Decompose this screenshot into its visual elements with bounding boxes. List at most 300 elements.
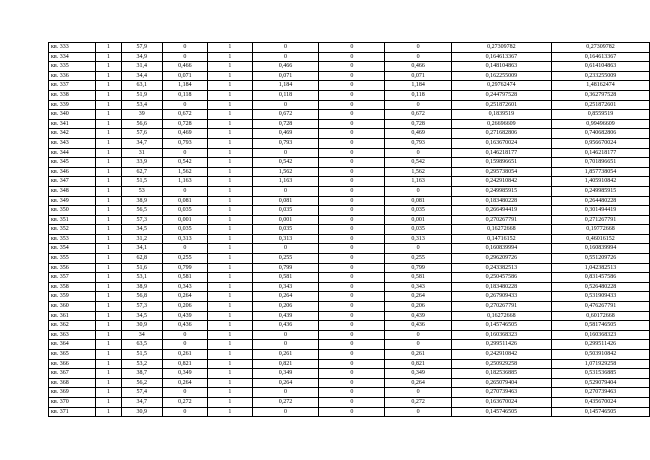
- table-cell: 0,701896651: [551, 158, 649, 168]
- table-cell: 0,349: [162, 369, 207, 379]
- table-row: [49, 138, 650, 148]
- apartment-cell: кв. 369: [49, 388, 96, 398]
- table-cell: 1: [207, 225, 252, 235]
- table-cell: 0,162255009: [451, 71, 551, 81]
- table-cell: 0: [162, 340, 207, 350]
- table-cell: 1: [207, 43, 252, 53]
- apartment-cell: кв. 345: [49, 158, 96, 168]
- table-cell: 1,48162474: [551, 81, 649, 91]
- table-cell: 30,9: [121, 321, 162, 331]
- table-cell: 0: [162, 244, 207, 254]
- table-cell: 53: [121, 186, 162, 196]
- apartment-cell: кв. 365: [49, 350, 96, 360]
- table-row: [49, 206, 650, 216]
- table-cell: 0,270267791: [451, 302, 551, 312]
- table-cell: 34: [121, 330, 162, 340]
- table-cell: 0: [319, 273, 385, 283]
- table-cell: 0,821: [385, 359, 451, 369]
- table-cell: 0: [319, 129, 385, 139]
- apartment-cell: кв. 355: [49, 254, 96, 264]
- table-cell: 0,551209726: [551, 254, 649, 264]
- table-cell: 1: [207, 158, 252, 168]
- table-cell: 0,233255009: [551, 71, 649, 81]
- table-row: [49, 254, 650, 264]
- table-cell: 0: [385, 388, 451, 398]
- table-cell: 0,163670024: [451, 397, 551, 407]
- table-row: [49, 397, 650, 407]
- table-cell: 0,267909433: [451, 292, 551, 302]
- table-cell: 34,4: [121, 71, 162, 81]
- table-cell: 1,562: [252, 167, 318, 177]
- table-cell: 0,146218177: [551, 148, 649, 158]
- table-cell: 0,301494419: [551, 206, 649, 216]
- table-cell: 0,831457586: [551, 273, 649, 283]
- apartment-cell: кв. 353: [49, 234, 96, 244]
- table-cell: 0,265079404: [451, 378, 551, 388]
- table-cell: 1,042382513: [551, 263, 649, 273]
- table-cell: 0,542: [162, 158, 207, 168]
- table-cell: 1: [207, 369, 252, 379]
- table-cell: 0: [252, 407, 318, 417]
- table-cell: 0: [252, 330, 318, 340]
- table-row: [49, 244, 650, 254]
- table-row: [49, 100, 650, 110]
- table-cell: 0,164613367: [551, 52, 649, 62]
- table-cell: 0,436: [162, 321, 207, 331]
- table-cell: 0: [319, 62, 385, 72]
- table-cell: 0: [319, 225, 385, 235]
- table-cell: 30,9: [121, 407, 162, 417]
- table-cell: 62,7: [121, 167, 162, 177]
- table-cell: 0: [319, 254, 385, 264]
- table-cell: 0,261: [385, 350, 451, 360]
- table-cell: 0,436: [385, 321, 451, 331]
- table-row: [49, 340, 650, 350]
- table-cell: 1: [96, 273, 121, 283]
- table-cell: 1,163: [385, 177, 451, 187]
- table-cell: 0,349: [385, 369, 451, 379]
- table-cell: 0: [319, 340, 385, 350]
- table-cell: 0,261: [252, 350, 318, 360]
- table-row: [49, 378, 650, 388]
- apartment-cell: кв. 370: [49, 397, 96, 407]
- table-cell: 0: [252, 186, 318, 196]
- table-cell: 0,183480228: [451, 282, 551, 292]
- apartment-cell: кв. 360: [49, 302, 96, 312]
- table-cell: 1: [96, 359, 121, 369]
- table-cell: 0,035: [162, 206, 207, 216]
- table-cell: 1: [96, 158, 121, 168]
- table-cell: 31: [121, 148, 162, 158]
- table-cell: 0: [252, 388, 318, 398]
- table-cell: 1: [207, 350, 252, 360]
- table-cell: 0: [319, 263, 385, 273]
- table-cell: 0,251872601: [551, 100, 649, 110]
- table-cell: 1: [207, 292, 252, 302]
- table-cell: 0,469: [385, 129, 451, 139]
- table-row: [49, 407, 650, 417]
- table-cell: 1: [96, 90, 121, 100]
- table-cell: 0,242910842: [451, 350, 551, 360]
- table-cell: 0,349: [252, 369, 318, 379]
- table-cell: 0: [319, 148, 385, 158]
- table-cell: 1: [96, 350, 121, 360]
- apartment-cell: кв. 361: [49, 311, 96, 321]
- apartment-cell: кв. 358: [49, 282, 96, 292]
- apartment-cell: кв. 334: [49, 52, 96, 62]
- table-cell: 0,793: [385, 138, 451, 148]
- apartment-cell: кв. 366: [49, 359, 96, 369]
- apartment-cell: кв. 371: [49, 407, 96, 417]
- table-cell: 1,163: [162, 177, 207, 187]
- apartment-cell: кв. 354: [49, 244, 96, 254]
- table-cell: 1: [96, 71, 121, 81]
- table-cell: 0,526480228: [551, 282, 649, 292]
- table-cell: 0: [162, 43, 207, 53]
- table-cell: 0,728: [385, 119, 451, 129]
- table-cell: 0,148104863: [451, 62, 551, 72]
- table-row: [49, 369, 650, 379]
- table-cell: 51,6: [121, 263, 162, 273]
- table-row: [49, 119, 650, 129]
- apartment-cell: кв. 349: [49, 196, 96, 206]
- table-cell: 0,145746505: [451, 407, 551, 417]
- table-cell: 1: [207, 340, 252, 350]
- apartment-cell: кв. 362: [49, 321, 96, 331]
- table-row: [49, 158, 650, 168]
- table-cell: 1: [96, 167, 121, 177]
- table-cell: 34,7: [121, 138, 162, 148]
- table-cell: 1: [207, 263, 252, 273]
- table-cell: 0,343: [385, 282, 451, 292]
- table-cell: 0: [319, 52, 385, 62]
- apartment-cell: кв. 340: [49, 110, 96, 120]
- table-cell: 0,251872601: [451, 100, 551, 110]
- table-cell: 1: [207, 110, 252, 120]
- table-cell: 1: [96, 196, 121, 206]
- table-cell: 1,184: [385, 81, 451, 91]
- table-cell: 0: [385, 244, 451, 254]
- table-cell: 0,118: [252, 90, 318, 100]
- table-cell: 1: [207, 282, 252, 292]
- table-cell: 39: [121, 110, 162, 120]
- table-row: [49, 215, 650, 225]
- table-cell: 0,614104863: [551, 62, 649, 72]
- table-cell: 1: [96, 302, 121, 312]
- table-row: [49, 302, 650, 312]
- table-row: [49, 71, 650, 81]
- table-cell: 1: [207, 330, 252, 340]
- apartment-cell: кв. 356: [49, 263, 96, 273]
- table-row: [49, 90, 650, 100]
- table-cell: 0: [319, 244, 385, 254]
- table-cell: 0,249985915: [551, 186, 649, 196]
- table-cell: 56,8: [121, 292, 162, 302]
- table-cell: 1: [207, 302, 252, 312]
- apartment-cell: кв. 344: [49, 148, 96, 158]
- table-row: [49, 52, 650, 62]
- table-cell: 1: [207, 119, 252, 129]
- table-cell: 0,439: [252, 311, 318, 321]
- table-cell: 0: [252, 340, 318, 350]
- table-cell: 0,266494419: [451, 206, 551, 216]
- table-cell: 0,672: [162, 110, 207, 120]
- table-cell: 0,145746505: [551, 407, 649, 417]
- table-cell: 0,793: [252, 138, 318, 148]
- table-cell: 0,164613367: [451, 52, 551, 62]
- table-cell: 1: [96, 263, 121, 273]
- apartment-cell: кв. 342: [49, 129, 96, 139]
- table-cell: 0: [319, 302, 385, 312]
- table-cell: 0,001: [385, 215, 451, 225]
- table-cell: 0,581: [252, 273, 318, 283]
- table-cell: 0: [319, 369, 385, 379]
- table-cell: 0,436: [252, 321, 318, 331]
- table-cell: 63,1: [121, 81, 162, 91]
- table-cell: 0,435670024: [551, 397, 649, 407]
- table-cell: 0,466: [252, 62, 318, 72]
- table-cell: 0,476267791: [551, 302, 649, 312]
- table-cell: 0,793: [162, 138, 207, 148]
- table-cell: 1,184: [252, 81, 318, 91]
- table-cell: 0,581746505: [551, 321, 649, 331]
- table-cell: 0: [319, 350, 385, 360]
- table-cell: 0: [385, 186, 451, 196]
- table-cell: 0: [252, 148, 318, 158]
- table-cell: 0,469: [162, 129, 207, 139]
- table-cell: 1,562: [162, 167, 207, 177]
- table-cell: 0: [319, 43, 385, 53]
- table-cell: 0: [385, 330, 451, 340]
- table-cell: 1: [207, 148, 252, 158]
- table-cell: 0: [385, 100, 451, 110]
- table-row: [49, 273, 650, 283]
- table-cell: 0: [319, 110, 385, 120]
- apartment-cell: кв. 368: [49, 378, 96, 388]
- table-cell: 0: [319, 186, 385, 196]
- table-cell: 0: [385, 43, 451, 53]
- table-row: [49, 81, 650, 91]
- table-cell: 1: [96, 43, 121, 53]
- table-cell: 0,99496609: [551, 119, 649, 129]
- table-cell: 0: [319, 100, 385, 110]
- table-cell: 0,145746505: [451, 321, 551, 331]
- table-cell: 1: [207, 100, 252, 110]
- table-cell: 0,296209726: [451, 254, 551, 264]
- table-cell: 0,295738054: [451, 167, 551, 177]
- table-cell: 53,4: [121, 100, 162, 110]
- table-cell: 0: [319, 215, 385, 225]
- table-cell: 0,19772668: [551, 225, 649, 235]
- table-cell: 0,542: [252, 158, 318, 168]
- table-cell: 53,1: [121, 273, 162, 283]
- table-cell: 63,5: [121, 340, 162, 350]
- table-cell: 0,728: [162, 119, 207, 129]
- table-cell: 0: [162, 407, 207, 417]
- table-cell: 1: [207, 321, 252, 331]
- table-cell: 0,821: [252, 359, 318, 369]
- table-cell: 1: [207, 359, 252, 369]
- apartment-cell: кв. 341: [49, 119, 96, 129]
- table-cell: 1: [96, 110, 121, 120]
- table-cell: 0,313: [252, 234, 318, 244]
- table-cell: 1: [207, 177, 252, 187]
- table-cell: 0,264: [252, 378, 318, 388]
- table-cell: 1: [96, 119, 121, 129]
- table-cell: 0: [319, 359, 385, 369]
- apartment-cell: кв. 343: [49, 138, 96, 148]
- table-cell: 51,5: [121, 350, 162, 360]
- table-cell: 0: [319, 311, 385, 321]
- table-row: [49, 43, 650, 53]
- table-cell: 34,9: [121, 52, 162, 62]
- table-cell: 0,081: [385, 196, 451, 206]
- table-cell: 0,728: [252, 119, 318, 129]
- table-cell: 0: [385, 340, 451, 350]
- table-cell: 34,7: [121, 397, 162, 407]
- table-cell: 1: [207, 167, 252, 177]
- table-cell: 1: [207, 407, 252, 417]
- apartment-cell: кв. 348: [49, 186, 96, 196]
- table-cell: 0,14716152: [451, 234, 551, 244]
- table-cell: 0,264: [252, 292, 318, 302]
- table-row: [49, 359, 650, 369]
- table-cell: 0,16272668: [451, 311, 551, 321]
- apartment-cell: кв. 350: [49, 206, 96, 216]
- table-row: [49, 110, 650, 120]
- apartment-cell: кв. 346: [49, 167, 96, 177]
- table-cell: 0,255: [252, 254, 318, 264]
- table-cell: 0,160368323: [451, 330, 551, 340]
- table-cell: 1: [207, 215, 252, 225]
- table-cell: 0,163670024: [451, 138, 551, 148]
- table-cell: 1: [207, 206, 252, 216]
- table-cell: 1: [96, 282, 121, 292]
- table-cell: 0,1839519: [451, 110, 551, 120]
- table-cell: 0,035: [252, 225, 318, 235]
- table-cell: 0,264: [162, 378, 207, 388]
- table-cell: 0,27309782: [451, 43, 551, 53]
- table-cell: 0,672: [252, 110, 318, 120]
- apartment-cell: кв. 367: [49, 369, 96, 379]
- table-cell: 0,466: [162, 62, 207, 72]
- table-cell: 0: [319, 177, 385, 187]
- table-cell: 0: [319, 71, 385, 81]
- table-cell: 1: [96, 100, 121, 110]
- table-cell: 0,160839994: [551, 244, 649, 254]
- table-cell: 0,8559519: [551, 110, 649, 120]
- table-cell: 0: [319, 321, 385, 331]
- table-cell: 1: [96, 330, 121, 340]
- table-cell: 0,035: [385, 206, 451, 216]
- apartment-cell: кв. 337: [49, 81, 96, 91]
- table-cell: 1: [207, 52, 252, 62]
- table-row: [49, 148, 650, 158]
- table-cell: 0,264: [162, 292, 207, 302]
- table-cell: 0,272: [162, 397, 207, 407]
- apartment-cell: кв. 351: [49, 215, 96, 225]
- table-cell: 1: [207, 186, 252, 196]
- table-cell: 0,27309782: [551, 43, 649, 53]
- table-cell: 57,9: [121, 43, 162, 53]
- table-cell: 0: [319, 292, 385, 302]
- table-cell: 0: [319, 119, 385, 129]
- table-cell: 0: [319, 388, 385, 398]
- apartment-cell: кв. 364: [49, 340, 96, 350]
- table-row: [49, 196, 650, 206]
- data-table: [48, 42, 650, 417]
- table-row: [49, 177, 650, 187]
- table-cell: 0: [162, 330, 207, 340]
- table-cell: 0,146218177: [451, 148, 551, 158]
- table-cell: 0,206: [252, 302, 318, 312]
- table-cell: 0,672: [385, 110, 451, 120]
- apartment-cell: кв. 359: [49, 292, 96, 302]
- table-body: [49, 43, 650, 417]
- table-row: [49, 311, 650, 321]
- table-cell: 0: [319, 138, 385, 148]
- table-row: [49, 225, 650, 235]
- table-cell: 0: [319, 81, 385, 91]
- table-cell: 1: [96, 177, 121, 187]
- table-cell: 0,16272668: [451, 225, 551, 235]
- table-cell: 0,271682806: [451, 129, 551, 139]
- table-cell: 0,581: [385, 273, 451, 283]
- table-cell: 0,255: [385, 254, 451, 264]
- table-cell: 0,001: [162, 215, 207, 225]
- table-cell: 1: [96, 52, 121, 62]
- table-cell: 0,244797528: [451, 90, 551, 100]
- table-cell: 0,439: [385, 311, 451, 321]
- table-cell: 0,271267791: [551, 215, 649, 225]
- table-cell: 0,270739463: [551, 388, 649, 398]
- table-row: [49, 330, 650, 340]
- table-cell: 38,7: [121, 369, 162, 379]
- apartment-cell: кв. 363: [49, 330, 96, 340]
- table-row: [49, 282, 650, 292]
- table-cell: 0,250457586: [451, 273, 551, 283]
- table-cell: 0,299511426: [451, 340, 551, 350]
- table-cell: 1: [96, 148, 121, 158]
- table-cell: 1: [207, 81, 252, 91]
- table-cell: 0,46016152: [551, 234, 649, 244]
- table-cell: 1: [207, 71, 252, 81]
- table-cell: 38,9: [121, 282, 162, 292]
- apartment-cell: кв. 335: [49, 62, 96, 72]
- table-cell: 0,362797528: [551, 90, 649, 100]
- table-cell: 57,4: [121, 388, 162, 398]
- table-cell: 1: [96, 81, 121, 91]
- table-cell: 56,2: [121, 378, 162, 388]
- table-cell: 0: [319, 167, 385, 177]
- table-cell: 0: [252, 100, 318, 110]
- table-cell: 0,264: [385, 292, 451, 302]
- table-cell: 0,60172668: [551, 311, 649, 321]
- table-row: [49, 234, 650, 244]
- table-cell: 1,405910842: [551, 177, 649, 187]
- table-cell: 1: [207, 234, 252, 244]
- table-cell: 1,184: [162, 81, 207, 91]
- table-cell: 0,469: [252, 129, 318, 139]
- table-cell: 1: [207, 254, 252, 264]
- table-cell: 0,118: [162, 90, 207, 100]
- table-cell: 0: [319, 330, 385, 340]
- table-cell: 62,8: [121, 254, 162, 264]
- table-cell: 1: [207, 196, 252, 206]
- table-cell: 0,740682806: [551, 129, 649, 139]
- table-cell: 0,071: [162, 71, 207, 81]
- table-cell: 53,2: [121, 359, 162, 369]
